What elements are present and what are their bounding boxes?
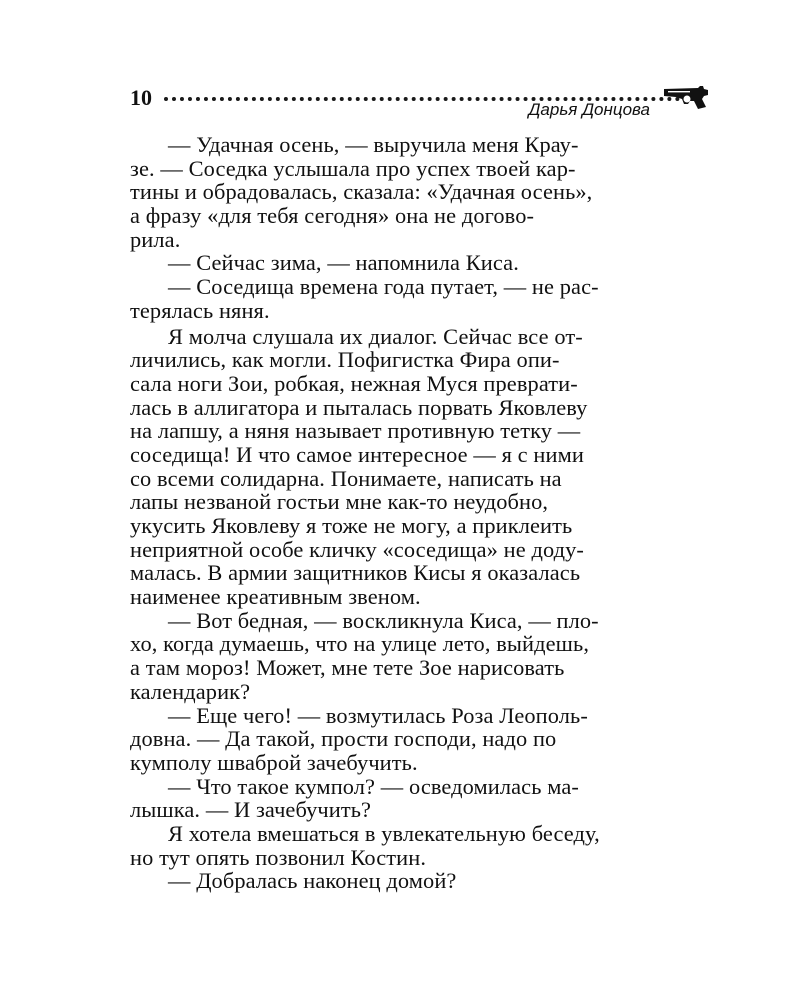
text-line: тины и обрадовалась, сказала: «Удачная осень», (130, 179, 593, 205)
text-line: на лапшу, а няня называет противную тетку — (130, 418, 581, 444)
text-line: малась. В армии защитников Кисы я оказалась (130, 560, 581, 586)
text-line: личились, как могли. Пофигистка Фира опи- (130, 347, 560, 373)
text-line: со всеми солидарна. Понимаете, написать на (130, 465, 562, 491)
text-line: лышка. — И зачебучить? (130, 797, 372, 823)
text-line: кумполу шваброй зачебучить. (130, 749, 418, 775)
text-line: лась в аллигатора и пыталась порвать Яковлеву (130, 394, 588, 420)
text-line: укусить Яковлеву я тоже не могу, а приклеить (130, 513, 573, 538)
author-name: Дарья Донцова (528, 100, 650, 119)
body-text (130, 133, 710, 893)
revolver-icon (662, 84, 710, 110)
page-number: 10 (130, 85, 152, 110)
running-header (128, 80, 712, 120)
text-line: — Что такое кумпол? — осведомилась ма- (168, 773, 579, 799)
text-line: хо, когда думаешь, что на улице лето, выйдешь, (130, 631, 590, 657)
text-line: — Добралась наконец домой? (168, 868, 457, 894)
text-line: — Вот бедная, — воскликнула Киса, — пло- (168, 607, 599, 633)
text-line: Я молча слушала их диалог. Сейчас все от- (168, 323, 583, 349)
text-line: — Соседища времена года путает, — не рас- (168, 274, 599, 300)
text-line: сала ноги Зои, робкая, нежная Муся преврати- (130, 370, 578, 396)
text-line: наименее креативным звеном. (130, 584, 421, 610)
text-line: но тут опять позвонил Костин. (130, 844, 427, 870)
text-line: — Удачная осень, — выручила меня Крау- (168, 132, 579, 157)
text-line: Я хотела вмешаться в увлекательную беседу, (168, 820, 600, 846)
text-line: неприятной особе кличку «соседища» не доду- (130, 536, 584, 562)
text-line: календарик? (130, 678, 251, 704)
text-line: рила. (130, 226, 181, 252)
text-line: а там мороз! Может, мне тете Зое нарисовать (130, 655, 565, 681)
text-line: а фразу «для тебя сегодня» она не догово- (130, 203, 535, 229)
text-line: — Сейчас зима, — напомнила Киса. (168, 250, 519, 276)
text-line: зе. — Соседка услышала про успех твоей кар- (130, 155, 576, 181)
text-line: соседища! И что самое интересное — я с ними (130, 441, 584, 467)
text-line: довна. — Да такой, прости господи, надо по (130, 726, 557, 752)
text-line: терялась няня. (130, 297, 270, 323)
text-line: лапы незваной гостьи мне как-то неудобно, (130, 489, 549, 515)
text-line: — Еще чего! — возмутилась Роза Леополь- (168, 702, 588, 728)
